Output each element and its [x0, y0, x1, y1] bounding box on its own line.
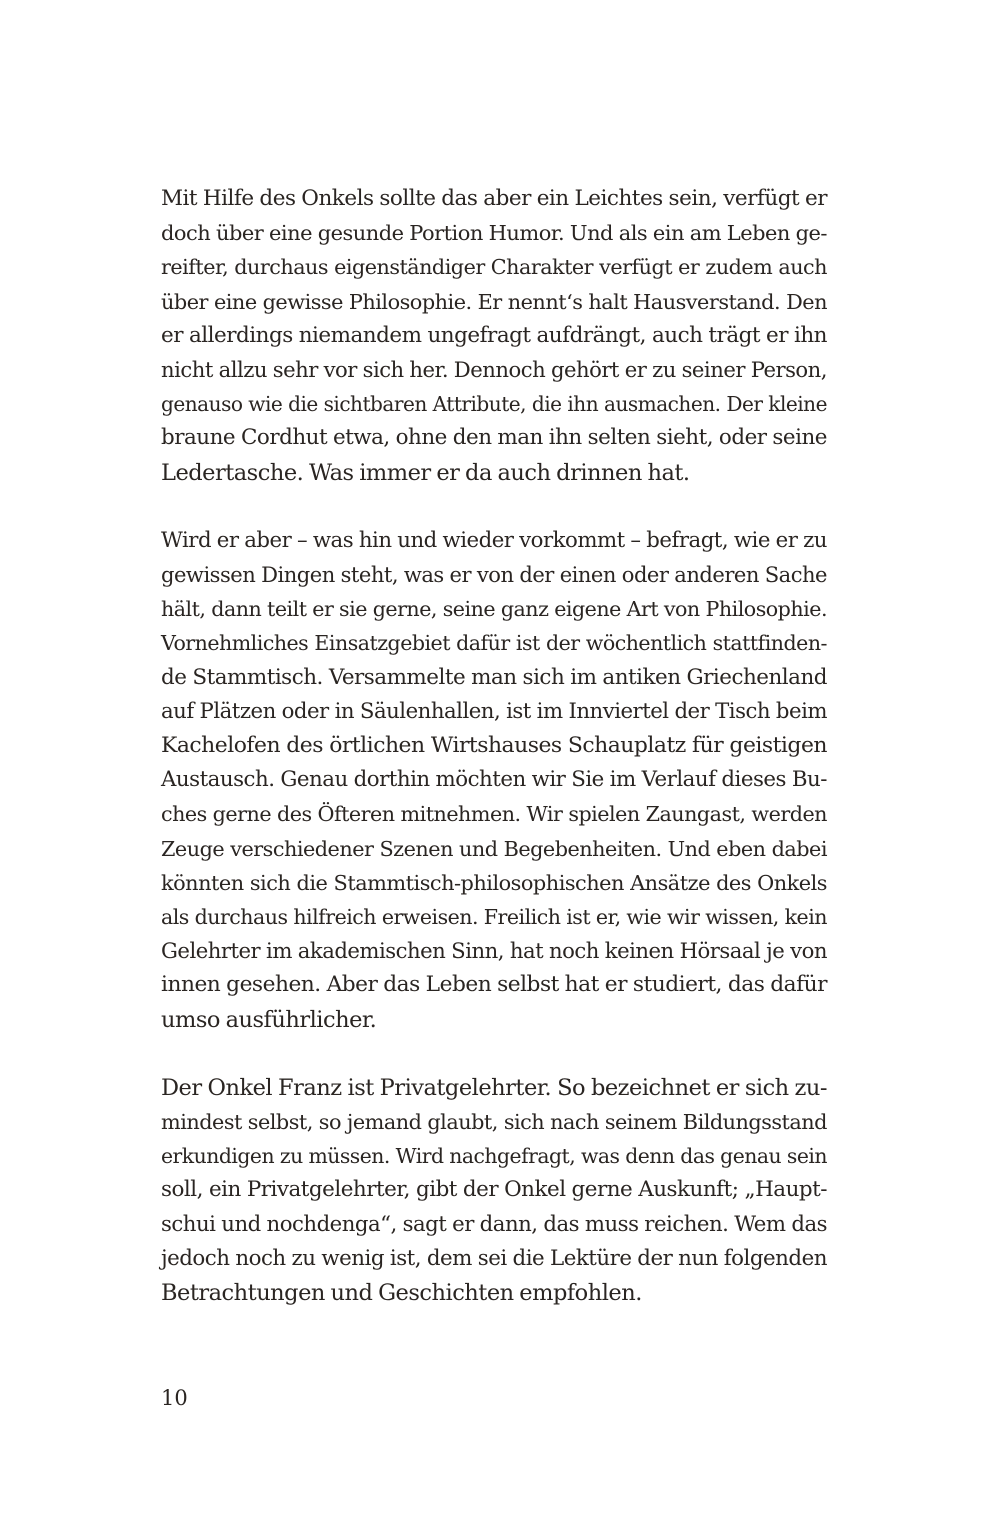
paragraph-3	[161, 1071, 827, 1310]
text-line: Vornehmliches Einsatzgebiet dafür ist der wöchentlich stattfinden-	[161, 631, 827, 656]
text-line: mindest selbst, so jemand glaubt, sich nach seinem Bildungsstand	[161, 1110, 827, 1135]
text-line: hält, dann teilt er sie gerne, seine ganz eigene Art von Philosophie.	[161, 597, 827, 622]
text-line: Mit Hilfe des Onkels sollte das aber ein Leichtes sein, verfügt er	[161, 186, 827, 211]
text-line: reifter, durchaus eigenständiger Charakter verfügt er zudem auch	[161, 255, 827, 280]
paragraph-spacer	[161, 1037, 827, 1071]
page-number: 10	[161, 1386, 188, 1410]
text-line: gewissen Dingen steht, was er von der einen oder anderen Sache	[161, 562, 827, 588]
paragraph-1	[161, 182, 827, 490]
text-line: Betrachtungen und Geschichten empfohlen.	[161, 1280, 642, 1306]
text-line: Gelehrter im akademischen Sinn, hat noch keinen Hörsaal je von	[161, 938, 827, 964]
text-line: erkundigen zu müssen. Wird nachgefragt, was denn das genau sein	[161, 1144, 827, 1169]
text-line: jedoch noch zu wenig ist, dem sei die Lektüre der nun folgenden	[161, 1245, 827, 1271]
text-line: innen gesehen. Aber das Leben selbst hat er studiert, das dafür	[161, 972, 827, 998]
text-line: Zeuge verschiedener Szenen und Begebenheiten. Und eben dabei	[161, 836, 827, 861]
text-line: schui und nochdenga“, sagt er dann, das muss reichen. Wem das	[161, 1211, 827, 1237]
text-line: er allerdings niemandem ungefragt aufdrängt, auch trägt er ihn	[161, 322, 827, 348]
text-line: nicht allzu sehr vor sich her. Dennoch gehört er zu seiner Person,	[161, 356, 827, 382]
text-line: könnten sich die Stammtisch-philosophischen Ansätze des Onkels	[161, 870, 827, 895]
text-line: Der Onkel Franz ist Privatgelehrter. So bezeichnet er sich zu-	[161, 1074, 827, 1101]
text-line: auf Plätzen oder in Säulenhallen, ist im Innviertel der Tisch beim	[161, 698, 827, 724]
text-line: über eine gewisse Philosophie. Er nennt‘s halt Hausverstand. Den	[161, 289, 827, 314]
text-line: ches gerne des Öfteren mitnehmen. Wir spielen Zaungast, werden	[161, 802, 827, 827]
text-line: doch über eine gesunde Portion Humor. Und als ein am Leben ge-	[161, 221, 827, 246]
text-line: Austausch. Genau dorthin möchten wir Sie im Verlauf dieses Bu-	[161, 767, 827, 793]
text-line: Kachelofen des örtlichen Wirtshauses Schauplatz für geistigen	[161, 733, 827, 758]
text-line: de Stammtisch. Versammelte man sich im antiken Griechenland	[161, 664, 827, 690]
text-line: Wird er aber – was hin und wieder vorkommt – befragt, wie er zu	[161, 527, 827, 553]
paragraph-2	[161, 524, 827, 1037]
text-line: braune Cordhut etwa, ohne den man ihn selten sieht, oder seine	[161, 425, 827, 451]
text-line: umso ausführlicher.	[161, 1006, 377, 1033]
text-line: als durchaus hilfreich erweisen. Freilich ist er, wie wir wissen, kein	[161, 904, 827, 929]
body-text	[161, 182, 827, 1310]
paragraph-spacer	[161, 490, 827, 524]
text-line: Ledertasche. Was immer er da auch drinnen hat.	[161, 459, 690, 486]
text-line: genauso wie die sichtbaren Attribute, die ihn ausmachen. Der kleine	[161, 392, 827, 417]
text-line: soll, ein Privatgelehrter, gibt der Onkel gerne Auskunft; „Haupt-	[161, 1177, 827, 1203]
